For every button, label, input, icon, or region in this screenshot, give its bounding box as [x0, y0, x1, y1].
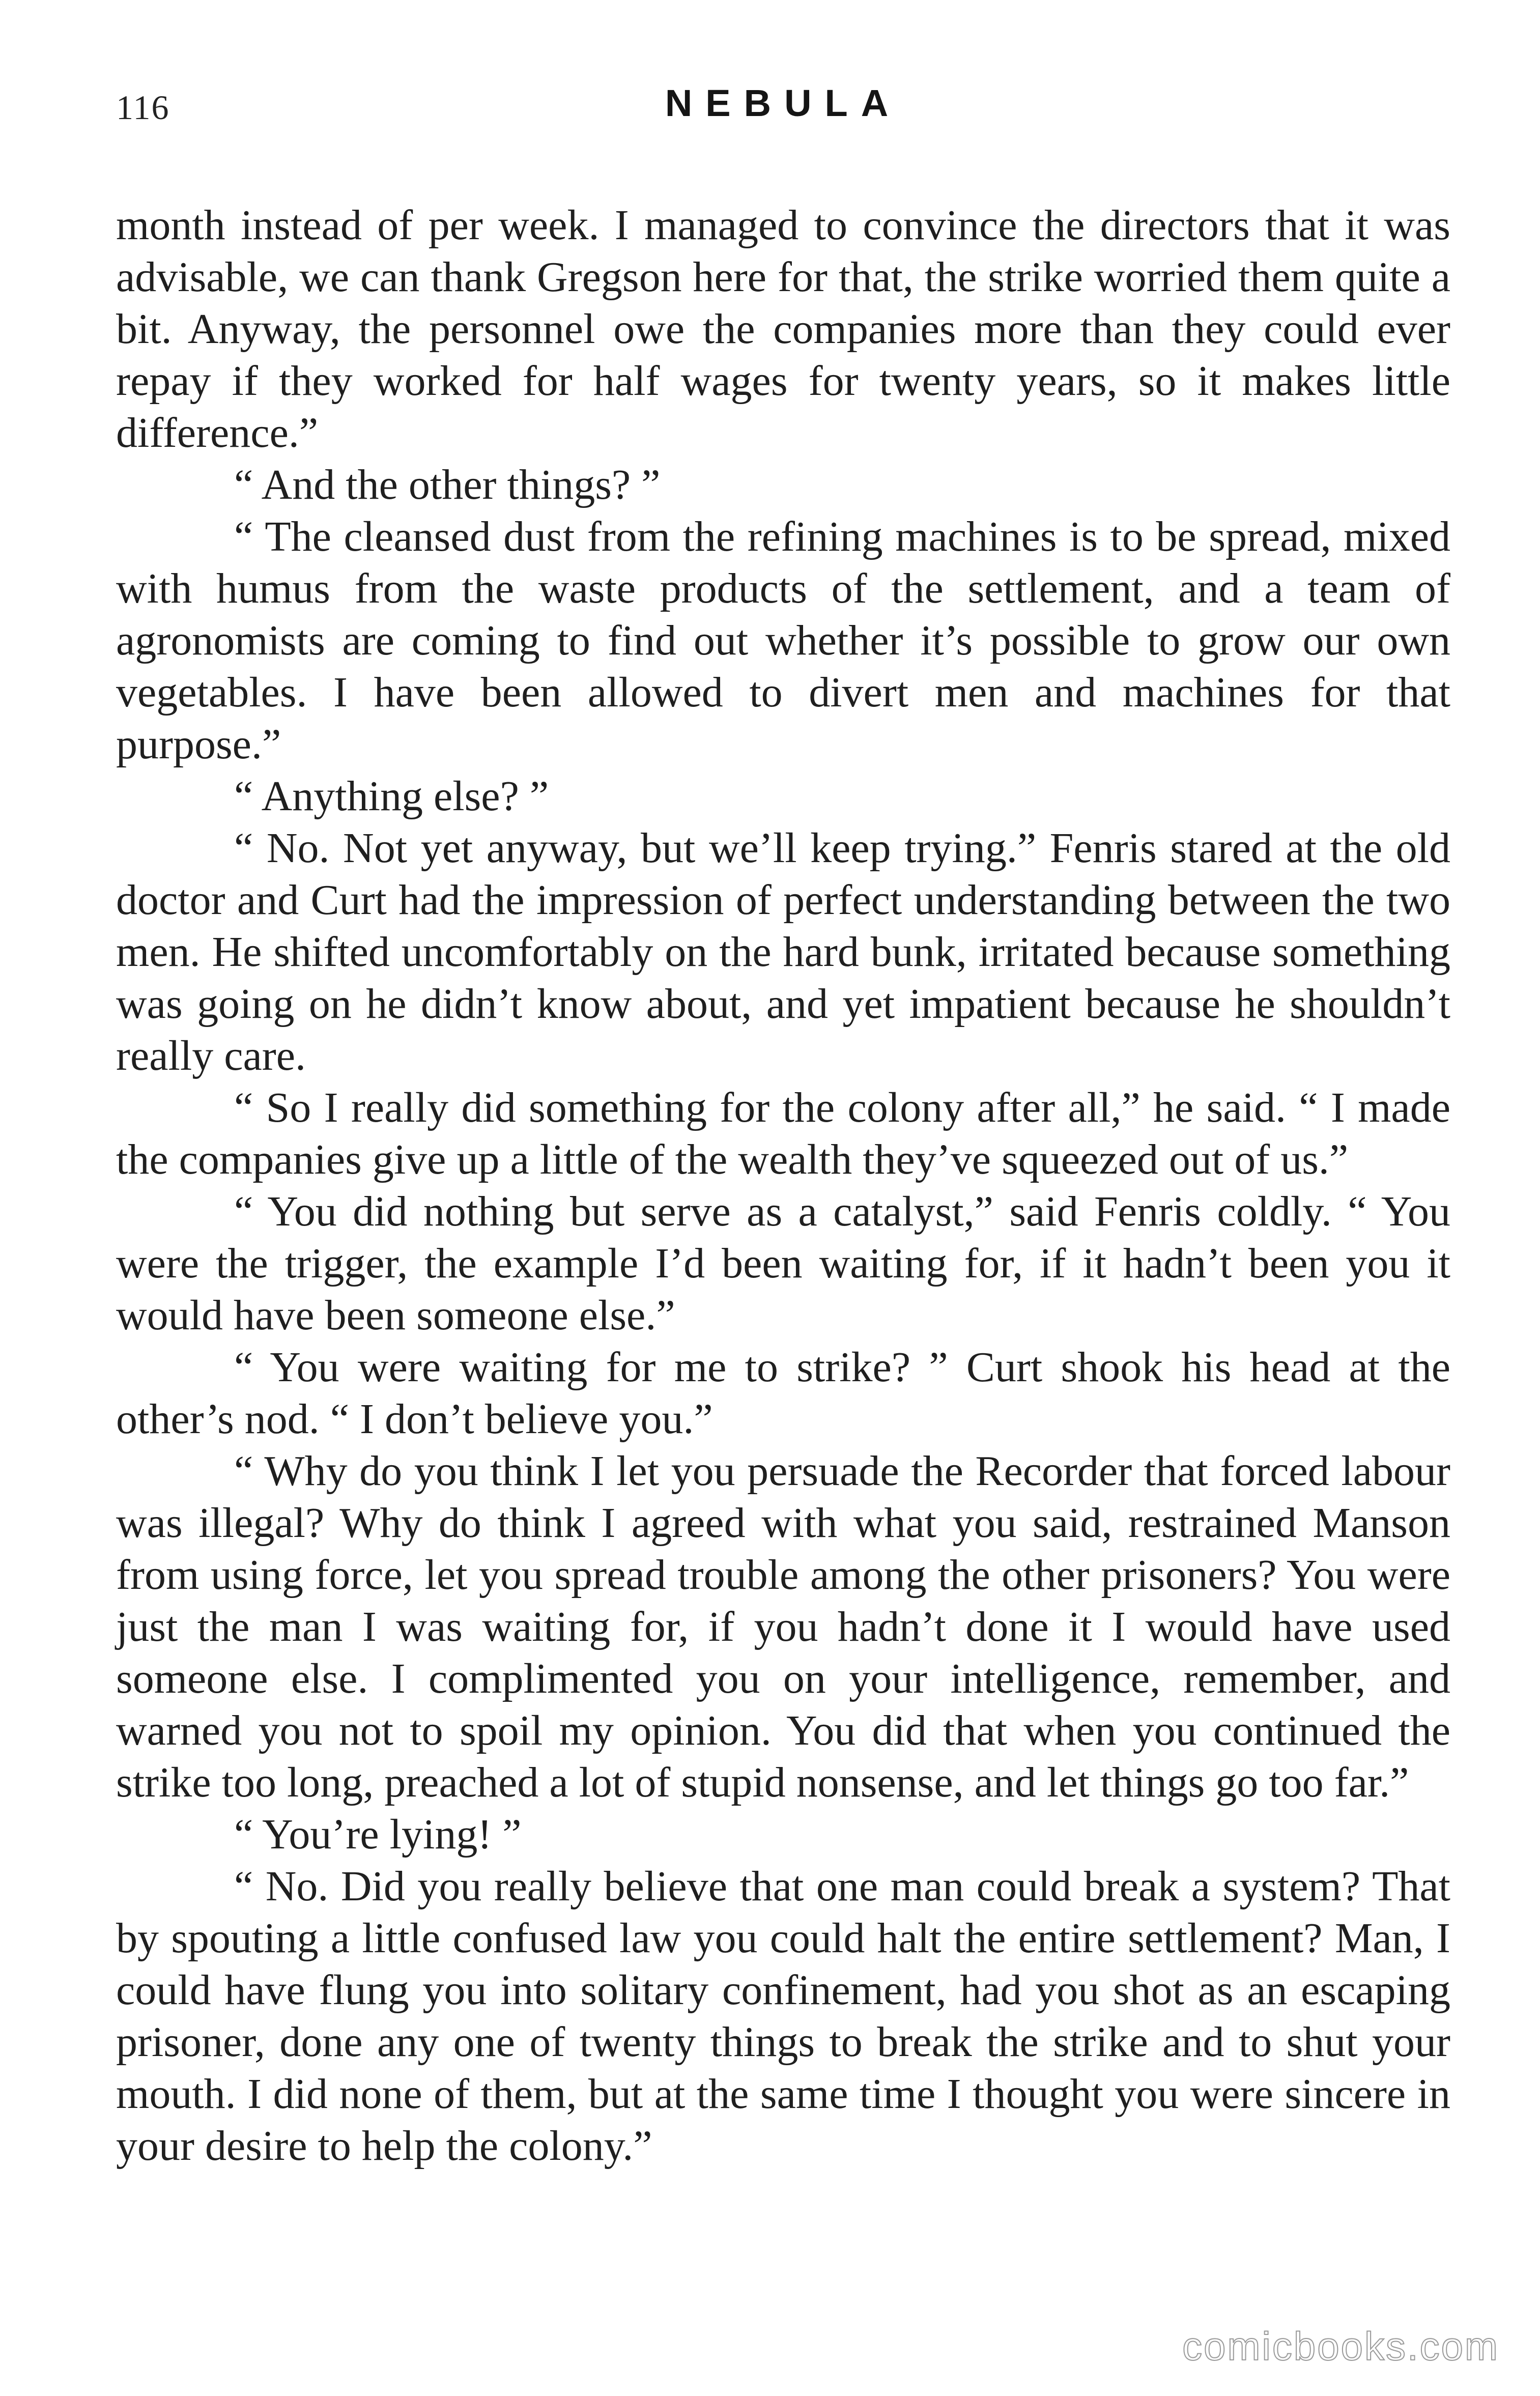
paragraph: “ You’re lying! ” [234, 1811, 522, 1858]
paragraph: “ Why do you think I let you persuade the Recorder that forced labour was illegal? Why do think I agreed with what you said, restrained Manson from using force, let you spread trouble among the other prisoners? You were just the man I was waiting for, if you hadn’t done it I would have used someone else. I complimented you on your intelligence, remember, and warned you not to spoil my opinion. You did that when you continued the strike too long, preached a lot of stupid nonsense, and let things go too far.” [116, 1447, 1450, 1806]
paragraph: “ No. Not yet anyway, but we’ll keep trying.” Fenris stared at the old doctor and Curt had the impression of perfect understanding between the two men. He shifted uncomfortably on the hard bunk, irritated because something was going on he didn’t know about, and yet impatient because he shouldn’t really care. [116, 824, 1450, 1079]
paragraph: “ No. Did you really believe that one man could break a system? That by spouting a little confused law you could halt the entire settlement? Man, I could have flung you into solitary confinement, had you shot as an escaping prisoner, done any one of twenty things to break the strike and to shut your mouth. I did none of them, but at the same time I thought you were sincere in your desire to help the colony.” [116, 1863, 1450, 2170]
paragraph: “ The cleansed dust from the refining machines is to be spread, mixed with humus from the waste products of the settlement, and a team of agronomists are coming to find out whether it’s possible to grow our own vegetables. I have been allowed to divert men and machines for that purpose.” [116, 513, 1450, 768]
body-text [116, 199, 1450, 2172]
paragraph: “ And the other things? ” [234, 461, 661, 508]
page-header [116, 76, 1450, 137]
paragraph: “ You did nothing but serve as a catalyst,” said Fenris coldly. “ You were the trigger, the example I’d been waiting for, if it hadn’t been you it would have been someone else.” [116, 1188, 1450, 1339]
watermark: comicbooks.com [1182, 2324, 1499, 2369]
paragraph: “ You were waiting for me to strike? ” Curt shook his head at the other’s nod. “ I don’t believe you.” [116, 1344, 1450, 1443]
running-title: NEBULA [665, 82, 902, 124]
paragraph: “ Anything else? ” [234, 773, 549, 820]
paragraph-continued: month instead of per week. I managed to convince the directors that it was advisable, we can thank Gregson here for that, the strike worried them quite a bit. Anyway, the personnel owe the companies more than they could ever repay if they worked for half wages for twenty years, so it makes little difference.” [116, 202, 1450, 457]
paragraph: “ So I really did something for the colony after all,” he said. “ I made the companies give up a little of the wealth they’ve squeezed out of us.” [116, 1084, 1450, 1183]
page-number: 116 [116, 88, 170, 127]
